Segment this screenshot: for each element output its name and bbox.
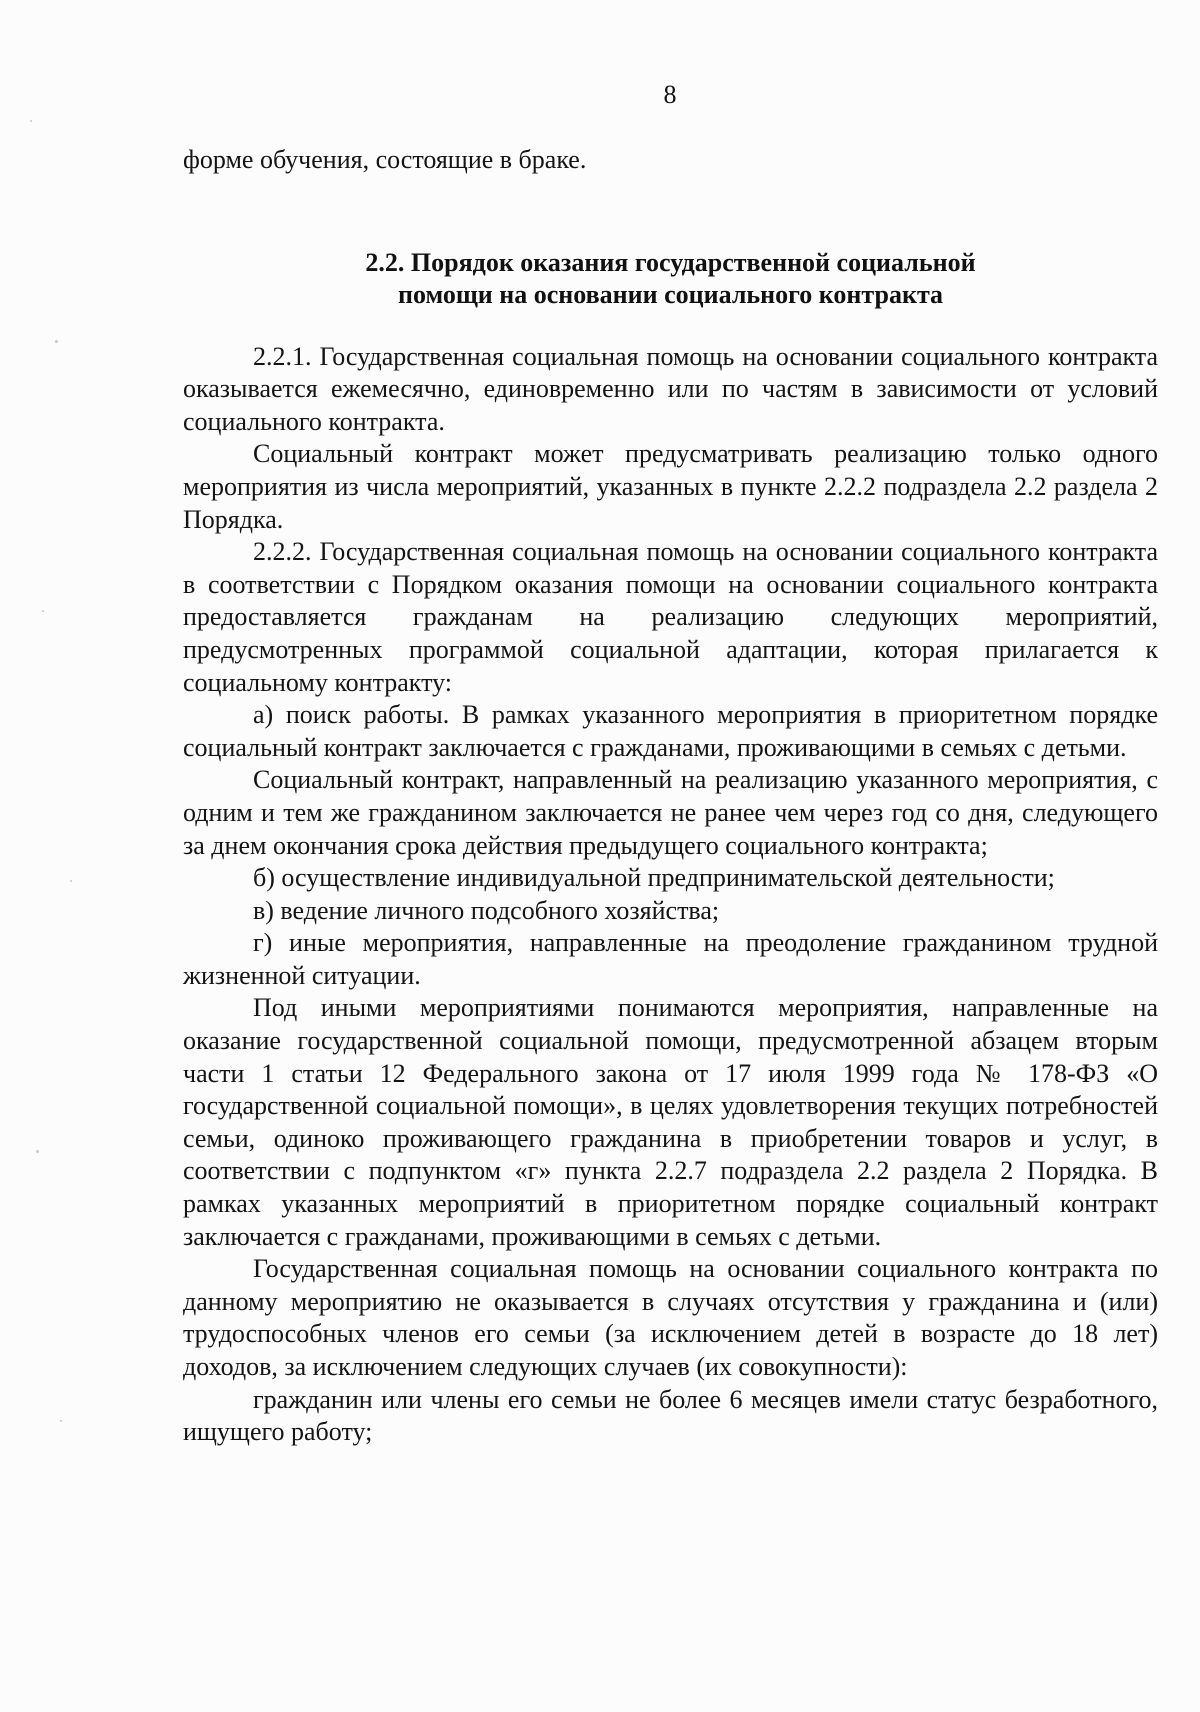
section-heading-line-1: 2.2. Порядок оказания государственной социальной xyxy=(365,247,976,277)
list-item-v: в) ведение личного подсобного хозяйства; xyxy=(253,895,720,925)
section-heading xyxy=(183,247,1158,311)
scan-speck xyxy=(42,610,44,612)
paragraph: Социальный контракт, направленный на реализацию указанного мероприятия, с одним и тем же гражданином заключается не ранее чем через год со дня, следующего за днем окончания срока действия предыдущего социального контракта; xyxy=(183,765,1158,860)
paragraph: Под иными мероприятиями понимаются мероприятия, направленные на оказание государственной социальной помощи, предусмотренной абзацем вторым части 1 статьи 12 Федерального закона от 17 июля 1999 года № 178-ФЗ «О государственной социальной помощи», в целях удовлетворения текущих потребностей семьи, одиноко проживающего гражданина в приобретении товаров и услуг, в соответствии с подпунктом «г» пункта 2.2.7 подраздела 2.2 раздела 2 Порядка. В рамках указанных мероприятий в приоритетном порядке социальный контракт заключается с гражданами, проживающими в семьях с детьми. xyxy=(183,993,1158,1251)
paragraph: Государственная социальная помощь на основании социального контракта по данному мероприятию не оказывается в случаях отсутствия у гражданина и (или) трудоспособных членов его семьи (за исключением детей в возрасте до 18 лет) доходов, за исключением следующих случаев (их совокупности): xyxy=(183,1254,1158,1381)
scan-speck xyxy=(55,340,58,343)
paragraph: 2.2.2. Государственная социальная помощь на основании социального контракта в соответствии с Порядком оказания помощи на основании социального контракта предоставляется гражданам на реализацию следующих мероприятий, предусмотренных программой социальной адаптации, которая прилагается к социальному контракту: xyxy=(183,537,1158,697)
paragraph: гражданин или члены его семьи не более 6 месяцев имели статус безработного, ищущего работу; xyxy=(183,1384,1158,1447)
page-number: 8 xyxy=(663,80,677,109)
list-item-b: б) осуществление индивидуальной предпринимательской деятельности; xyxy=(253,863,1055,893)
document-body xyxy=(183,144,1158,1449)
scan-speck xyxy=(36,1150,39,1153)
list-item-g: г) иные мероприятия, направленные на преодоление гражданином трудной жизненной ситуации. xyxy=(183,928,1158,990)
paragraph: 2.2.1. Государственная социальная помощь на основании социального контракта оказывается ежемесячно, единовременно или по частям в зависимости от условий социального контракта. xyxy=(183,341,1158,436)
scan-speck xyxy=(60,1420,62,1422)
lead-line: форме обучения, состоящие в браке. xyxy=(183,145,587,174)
paragraph: Социальный контракт может предусматривать реализацию только одного мероприятия из числа мероприятий, указанных в пункте 2.2.2 подраздела 2.2 раздела 2 Порядка. xyxy=(183,439,1158,534)
scan-speck xyxy=(30,120,32,122)
list-item-a: а) поиск работы. В рамках указанного мероприятия в приоритетном порядке социальный контракт заключается с гражданами, проживающими в семьях с детьми. xyxy=(183,700,1158,762)
scan-speck xyxy=(70,880,72,882)
section-heading-line-2: помощи на основании социального контракта xyxy=(397,279,944,309)
